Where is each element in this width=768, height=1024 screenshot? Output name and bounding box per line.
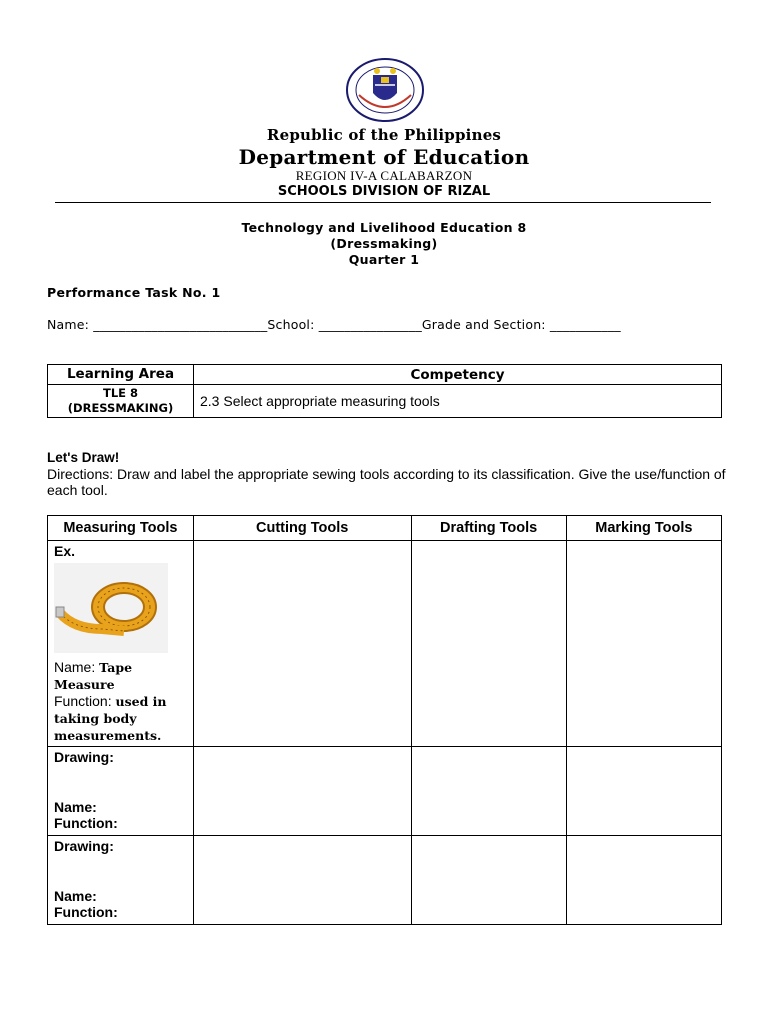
function-label: Function:: [54, 904, 118, 920]
region-heading: REGION IV-A CALABARZON: [295, 168, 473, 183]
task-number: Performance Task No. 1: [47, 285, 221, 300]
cutting-tools-cell[interactable]: [193, 836, 411, 925]
tape-measure-image: [54, 563, 168, 653]
marking-tools-cell[interactable]: [566, 747, 721, 836]
learning-area-cell: [48, 385, 194, 418]
drafting-tools-cell[interactable]: [411, 541, 566, 747]
activity-directions: Directions: Draw and label the appropriate sewing tools according to its classification. Give the use/function of each tool.: [47, 466, 726, 498]
example-cell: [48, 541, 194, 747]
learning-area-line2: (DRESSMAKING): [67, 401, 174, 415]
quarter-title: Quarter 1: [348, 252, 420, 267]
marking-tools-header: Marking Tools: [566, 516, 721, 541]
marking-tools-cell[interactable]: [566, 541, 721, 747]
example-name-label: Name:: [54, 659, 100, 675]
cutting-tools-header: Cutting Tools: [193, 516, 411, 541]
competency-cell: 2.3 Select appropriate measuring tools: [194, 385, 722, 418]
drafting-tools-header: Drafting Tools: [411, 516, 566, 541]
example-label: Ex.: [54, 543, 76, 559]
example-function-line: [54, 693, 187, 744]
student-info-fields[interactable]: Name: ___________________________School: ________________Grade and Section: ___________: [47, 317, 621, 332]
competency-header: Competency: [194, 365, 722, 385]
department-heading: Department of Education: [238, 145, 530, 169]
drawing-label: Drawing:: [54, 838, 114, 854]
activity-title: Let's Draw!: [47, 450, 120, 465]
learning-area-header: Learning Area: [48, 365, 194, 385]
measuring-tools-cell[interactable]: [48, 836, 194, 925]
tools-table: [47, 515, 722, 925]
marking-tools-cell[interactable]: [566, 836, 721, 925]
specialization-title: (Dressmaking): [330, 236, 438, 251]
republic-heading: Republic of the Philippines: [266, 126, 502, 144]
name-label: Name:: [54, 888, 97, 904]
deped-seal-icon: [345, 57, 425, 123]
cutting-tools-cell[interactable]: [193, 541, 411, 747]
division-heading: SCHOOLS DIVISION OF RIZAL: [277, 184, 491, 199]
subject-title: Technology and Livelihood Education 8: [241, 220, 527, 235]
name-label: Name:: [54, 799, 97, 815]
competency-table: [47, 364, 722, 418]
example-function-label: Function:: [54, 693, 116, 709]
drawing-label: Drawing:: [54, 749, 114, 765]
example-name-value: Tape Measure: [54, 660, 133, 692]
example-name-line: [54, 659, 187, 693]
example-function-value: used in taking body measurements.: [54, 694, 167, 743]
measuring-tools-cell[interactable]: [48, 747, 194, 836]
drafting-tools-cell[interactable]: [411, 836, 566, 925]
header-divider: [55, 202, 711, 203]
function-label: Function:: [54, 815, 118, 831]
cutting-tools-cell[interactable]: [193, 747, 411, 836]
drafting-tools-cell[interactable]: [411, 747, 566, 836]
measuring-tools-header: Measuring Tools: [48, 516, 194, 541]
learning-area-line1: TLE 8: [102, 386, 139, 400]
